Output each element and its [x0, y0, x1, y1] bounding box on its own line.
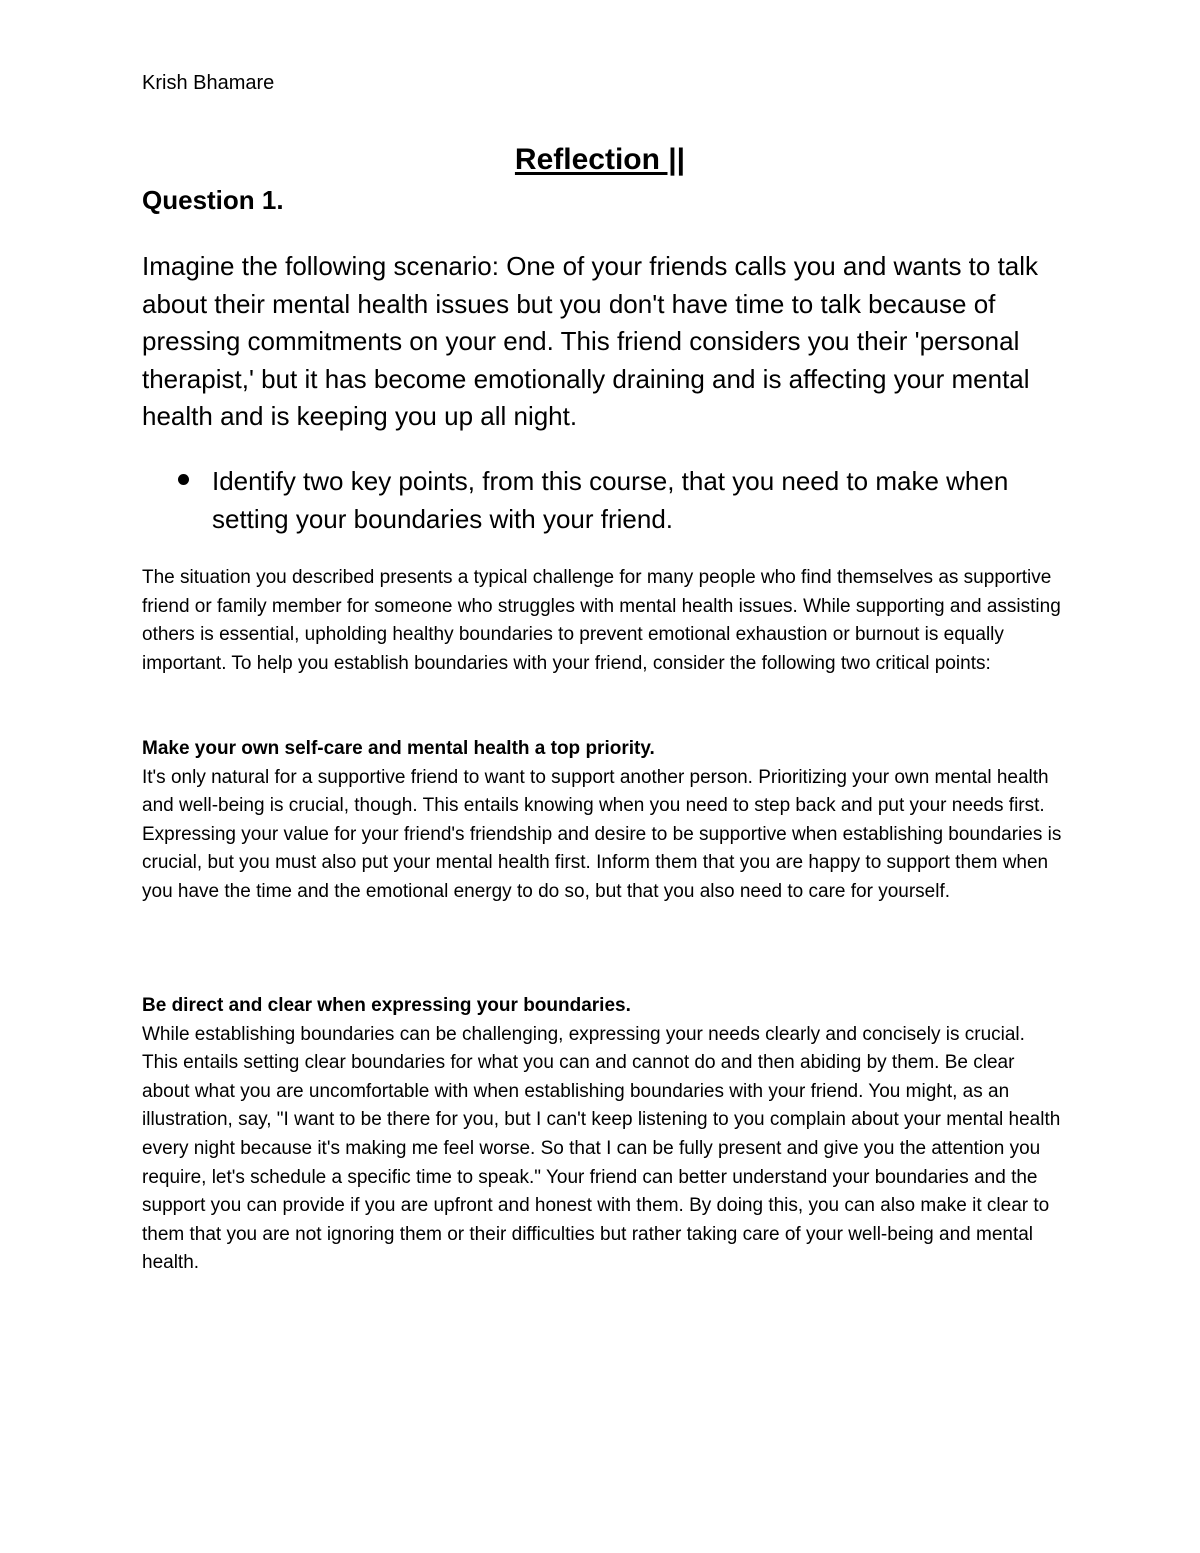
bullet-item — [142, 463, 1062, 538]
section-self-care — [142, 735, 1062, 907]
section-paragraph: Expressing your value for your friend's friendship and desire to be supportive when establishing boundaries is crucial, but you must also put your mental health first. Inform them that you are happy to support them when you have the time and the emotional energy to do so, but that you also need to care for yourself. — [142, 823, 1062, 902]
section-heading: Be direct and clear when expressing your boundaries. — [142, 995, 631, 1016]
section-heading: Make your own self-care and mental health a top priority. — [142, 738, 655, 759]
question-heading: Question 1. — [142, 185, 284, 215]
section-paragraph: While establishing boundaries can be challenging, expressing your needs clearly and concisely is crucial. This entails setting clear boundaries for what you can and cannot do and then abiding by them. Be clear about what you are uncomfortable with when establishing boundaries with your friend. You might, as an illustration, say, "I want to be there for you, but I can't keep listening to you complain about your mental health every night because it's making me feel worse. So that I can be fully present and give you the attention you require, let's schedule a specific time to speak." Your friend can better understand your boundaries and the support you can provide if you are upfront and honest with them. By doing this, you can also make it clear to them that you are not ignoring them or their difficulties but rather taking care of your well-being and mental health. — [142, 1023, 1061, 1274]
section-paragraph: It's only natural for a supportive friend to want to support another person. Prioritizing your own mental health and well-being is crucial, though. This entails knowing when you need to step back and put your needs first. — [142, 766, 1049, 817]
bullet-dot-icon — [178, 474, 189, 485]
question-prompt: Imagine the following scenario: One of your friends calls you and wants to talk about their mental health issues but you don't have time to talk because of pressing commitments on your end. This friend considers you their 'personal therapist,' but it has become emotionally draining and is affecting your mental health and is keeping you up all night. — [142, 251, 1039, 432]
document-title: Reflection || — [514, 143, 686, 176]
author-name: Krish Bhamare — [142, 72, 275, 94]
bullet-text: Identify two key points, from this course, that you need to make when setting your boundaries with your friend. — [212, 466, 1009, 534]
intro-paragraph: The situation you described presents a typical challenge for many people who find themselves as supportive friend or family member for someone who struggles with mental health issues. While supporting and assisting others is essential, upholding healthy boundaries to prevent emotional exhaustion or burnout is equally important. To help you establish boundaries with your friend, consider the following two critical points: — [142, 567, 1061, 674]
section-direct-clear — [142, 992, 1062, 1278]
